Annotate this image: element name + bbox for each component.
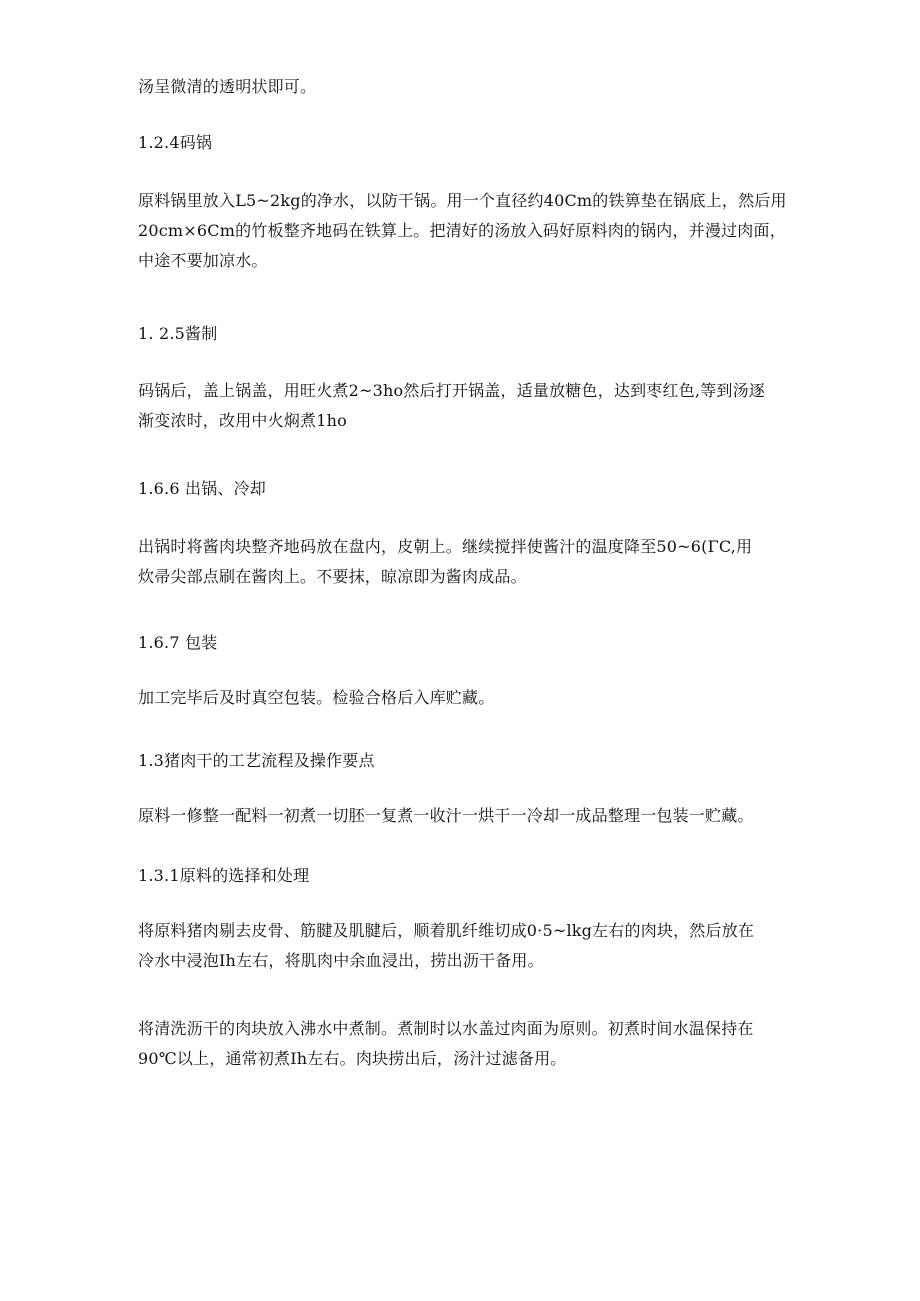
text-line: 中途不要加凉水。: [138, 251, 268, 270]
paragraph-packaging: 加工完毕后及时真空包装。检验合格后入库贮藏。: [138, 688, 495, 707]
paragraph-soup-clear: 汤呈微清的透明状即可。: [138, 77, 317, 96]
text-line: 原料锅里放入L5~2kg的净水，以防干锅。用一个直径约40Cm的铁箅垫在锅底上，然后用: [138, 191, 787, 210]
text-line: 90℃以上，通常初煮Ih左右。肉块捞出后，汤汁过滤备用。: [138, 1049, 567, 1068]
paragraph-cooling: [138, 532, 788, 592]
text-line: 将清洗沥干的肉块放入沸水中煮制。煮制时以水盖过肉面为原则。初煮时间水温保持在: [138, 1019, 754, 1038]
heading-1-6-6: 1.6.6 出锅、冷却: [138, 479, 266, 498]
paragraph-raw-material: [138, 916, 788, 976]
text-line: 冷水中浸泡Ih左右，将肌肉中余血浸出，捞出沥干备用。: [138, 951, 544, 970]
text-line: 将原料猪肉剔去皮骨、筋腱及肌腱后，顺着肌纤维切成0·5~lkg左右的肉块，然后放在: [138, 921, 755, 940]
paragraph-initial-boiling: [138, 1014, 788, 1074]
paragraph-braising: [138, 376, 788, 436]
paragraph-process-flow: 原料一修整一配料一初煮一切胚一复煮一收汁一烘干一冷却一成品整理一包装一贮藏。: [138, 806, 754, 825]
text-line: 出锅时将酱肉块整齐地码放在盘内，皮朝上。继续搅拌使酱汁的温度降至50~6(ΓC,用: [138, 537, 753, 556]
text-line: 码锅后，盖上锅盖，用旺火煮2~3ho然后打开锅盖，适量放糖色，达到枣红色,等到汤逐: [138, 381, 765, 400]
heading-1-3-1: 1.3.1原料的选择和处理: [138, 866, 310, 885]
text-line: 炊帚尖部点刷在酱肉上。不要抹，晾凉即为酱肉成品。: [138, 567, 527, 586]
heading-1-2-5: 1. 2.5酱制: [138, 324, 218, 343]
heading-1-2-4: 1.2.4码锅: [138, 133, 213, 152]
text-line: 20cm×6Cm的竹板整齐地码在铁算上。把清好的汤放入码好原料肉的锅内，并漫过肉面，: [138, 221, 786, 240]
text-line: 渐变浓时，改用中火焖煮1ho: [138, 411, 347, 430]
heading-1-6-7: 1.6.7 包装: [138, 633, 218, 652]
paragraph-pot-setup: [138, 186, 788, 276]
heading-1-3: 1.3猪肉干的工艺流程及操作要点: [138, 751, 375, 770]
